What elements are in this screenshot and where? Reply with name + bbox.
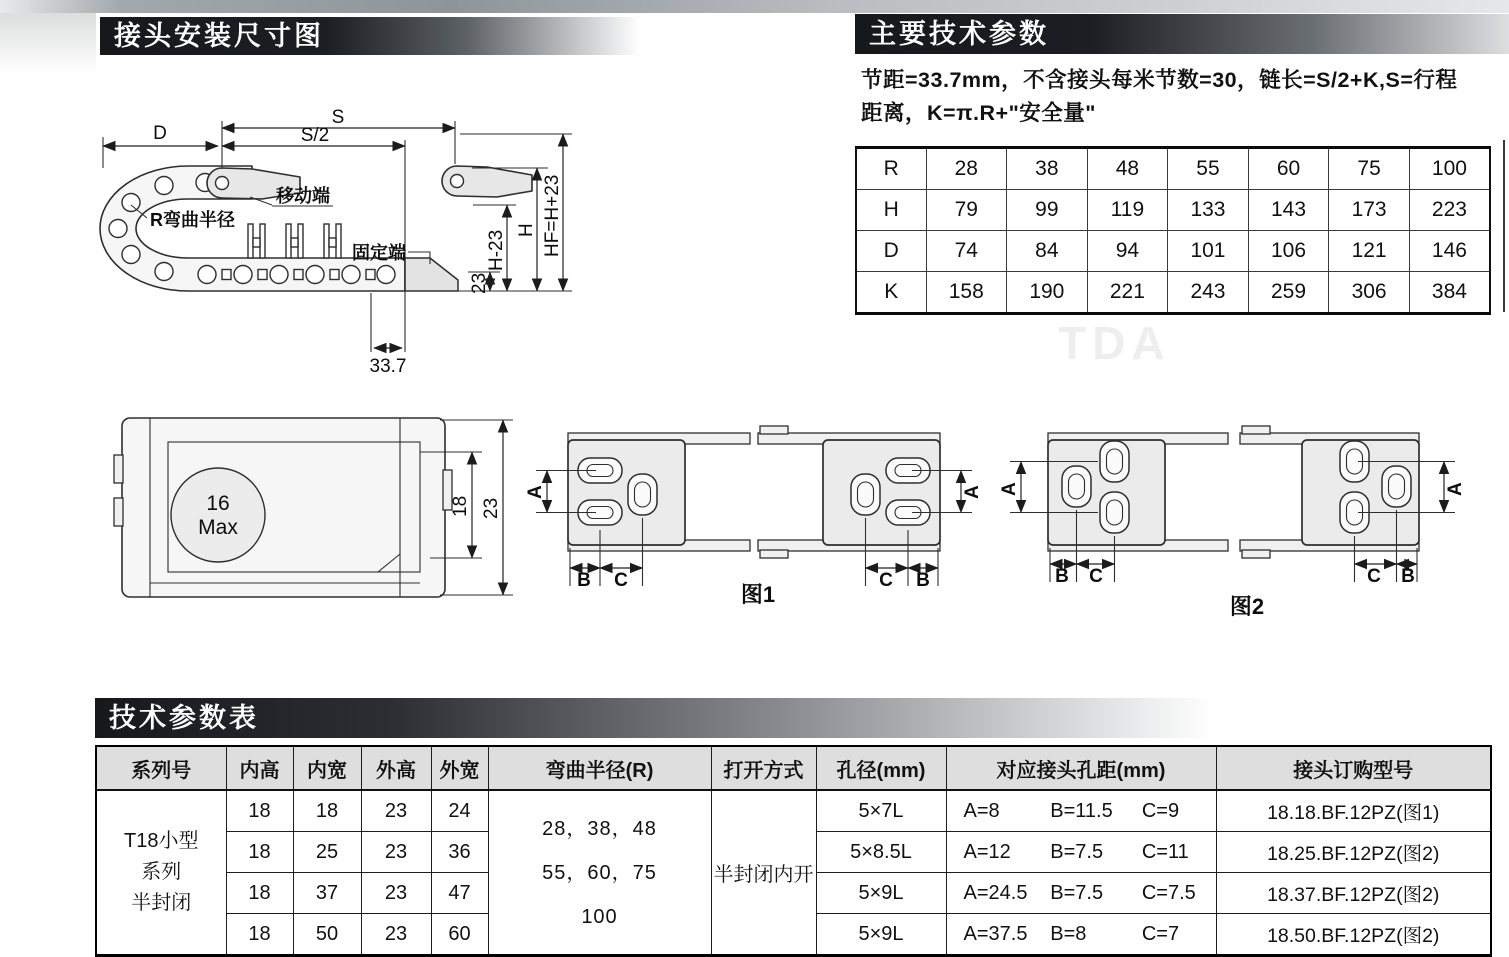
dim-s-label: S xyxy=(331,107,345,128)
dim-b-label: B xyxy=(577,570,591,591)
spec-row: 18 37 23 47 5×9L A=24.5 B=7.5 C=7.5 18.37.BF.12PZ(图2) xyxy=(96,873,1491,914)
dim-b-label: B xyxy=(1401,566,1415,587)
col-hole-size: 孔径(mm) xyxy=(816,746,946,790)
bend-radius-values: 28，38，48 55，60，75 100 xyxy=(488,790,711,956)
section-title-install-dims: 接头安装尺寸图 xyxy=(100,17,640,55)
section-title-spec-table: 技术参数表 xyxy=(95,698,1285,738)
order-model: 18.25.BF.12PZ(图2) xyxy=(1216,832,1491,873)
dim-a-label: A xyxy=(962,485,983,499)
moving-end-label: 移动端 xyxy=(276,186,330,206)
fig1-left-bracket xyxy=(525,433,750,591)
hole-spacing: A=37.5 B=8 C=7 xyxy=(963,922,1180,945)
table-row: R 28 38 48 55 60 75 100 xyxy=(856,148,1490,190)
spec-row: T18小型 系列 半封闭 18 18 23 24 28，38，48 55，60，75 100 半封闭内开 5×7L A=8 B=11.5 C=9 18.18.BF.12PZ(图1) xyxy=(96,790,1491,832)
main-params-table xyxy=(855,146,1491,315)
hole-spacing: A=12 B=7.5 C=11 xyxy=(963,840,1189,863)
dim-c-label: C xyxy=(1089,566,1103,587)
bore-value: 16 xyxy=(206,492,230,515)
dim-c-label: C xyxy=(1367,566,1381,587)
table-row: K 158 190 221 243 259 306 384 xyxy=(856,272,1490,314)
open-mode: 半封闭内开 xyxy=(711,790,816,956)
dim-h23-label: H-23 xyxy=(486,229,507,271)
col-hole-spacing: 对应接头孔距(mm) xyxy=(946,746,1216,790)
fig2-right-bracket xyxy=(1240,426,1466,587)
technical-note xyxy=(861,64,1506,131)
row-label: D xyxy=(856,231,926,272)
fig2-caption: 图2 xyxy=(1229,594,1265,619)
fixed-end-label: 固定端 xyxy=(352,243,406,263)
col-bend-radius: 弯曲半径(R) xyxy=(488,746,711,790)
page-edge-line xyxy=(1503,140,1505,312)
chain-separators xyxy=(248,224,341,258)
technical-note-line1: 节距=33.7mm，不含接头每米节数=30，链长=S/2+K,S=行程 xyxy=(861,68,1458,92)
col-inner-height: 内高 xyxy=(226,746,293,790)
dim-heights xyxy=(458,134,572,294)
table-row: H 79 99 119 133 143 173 223 xyxy=(856,190,1490,231)
dim-a-label: A xyxy=(999,482,1020,496)
col-outer-width: 外宽 xyxy=(431,746,488,790)
col-inner-width: 内宽 xyxy=(293,746,361,790)
dim-pitch-label: 33.7 xyxy=(369,356,407,377)
dim-s-half-label: S/2 xyxy=(300,125,330,146)
spec-row: 18 25 23 36 5×8.5L A=12 B=7.5 C=11 18.25.BF.12PZ(图2) xyxy=(96,832,1491,873)
dim-a-label: A xyxy=(1445,482,1466,496)
series-name: T18小型 系列 半封闭 xyxy=(96,790,226,956)
cross-section-diagrams xyxy=(90,405,1490,640)
dim-d xyxy=(103,123,218,168)
dim-23-label: 23 xyxy=(481,497,502,519)
dim-23-label: 23 xyxy=(469,272,490,294)
spec-row: 18 50 23 60 5×9L A=37.5 B=8 C=7 18.50.BF.12PZ(图2) xyxy=(96,914,1491,956)
chain-installation-diagram xyxy=(90,55,580,400)
row-label: R xyxy=(856,148,926,190)
order-model: 18.50.BF.12PZ(图2) xyxy=(1216,914,1491,956)
hole-spacing: A=24.5 B=7.5 C=7.5 xyxy=(963,881,1196,904)
end-bracket xyxy=(442,166,532,197)
col-series: 系列号 xyxy=(96,746,226,790)
col-outer-height: 外高 xyxy=(361,746,431,790)
dim-h-label: H xyxy=(516,223,537,237)
table-row: D 74 84 94 101 106 121 146 xyxy=(856,231,1490,272)
technical-note-line2: 距离，K=π.R+"安全量" xyxy=(861,101,1096,126)
bend-radius-label: R弯曲半径 xyxy=(150,210,235,230)
cable-bore xyxy=(171,468,265,562)
row-label: K xyxy=(856,272,926,314)
bore-max-label: Max xyxy=(198,516,238,539)
col-order-model: 接头订购型号 xyxy=(1216,746,1491,790)
dim-pitch xyxy=(370,293,407,377)
watermark: TDA xyxy=(1058,317,1171,369)
spec-table xyxy=(95,745,1492,957)
fig1-right-bracket xyxy=(758,426,983,591)
dim-c-label: C xyxy=(879,570,893,591)
fig2-left-bracket xyxy=(999,433,1228,587)
link-side-section xyxy=(114,418,513,597)
dim-hf-label: HF=H+23 xyxy=(542,174,563,257)
fixed-end-wedge xyxy=(405,258,458,291)
order-model: 18.37.BF.12PZ(图2) xyxy=(1216,873,1491,914)
hole-spacing: A=8 B=11.5 C=9 xyxy=(963,799,1180,822)
dim-b-label: B xyxy=(916,570,930,591)
dim-d-label: D xyxy=(153,123,167,144)
dim-a-label: A xyxy=(525,485,546,499)
dim-b-label: B xyxy=(1055,566,1069,587)
dim-18-label: 18 xyxy=(450,495,471,517)
order-model: 18.18.BF.12PZ(图1) xyxy=(1216,790,1491,832)
col-open-mode: 打开方式 xyxy=(711,746,816,790)
page-left-edge xyxy=(0,13,96,73)
fig1-caption: 图1 xyxy=(740,582,776,607)
dim-c-label: C xyxy=(614,570,628,591)
spec-table-header-row xyxy=(96,746,1491,790)
row-label: H xyxy=(856,190,926,231)
page-top-edge xyxy=(0,0,1509,13)
section-title-main-params: 主要技术参数 xyxy=(855,14,1509,54)
dim-s xyxy=(222,107,455,168)
